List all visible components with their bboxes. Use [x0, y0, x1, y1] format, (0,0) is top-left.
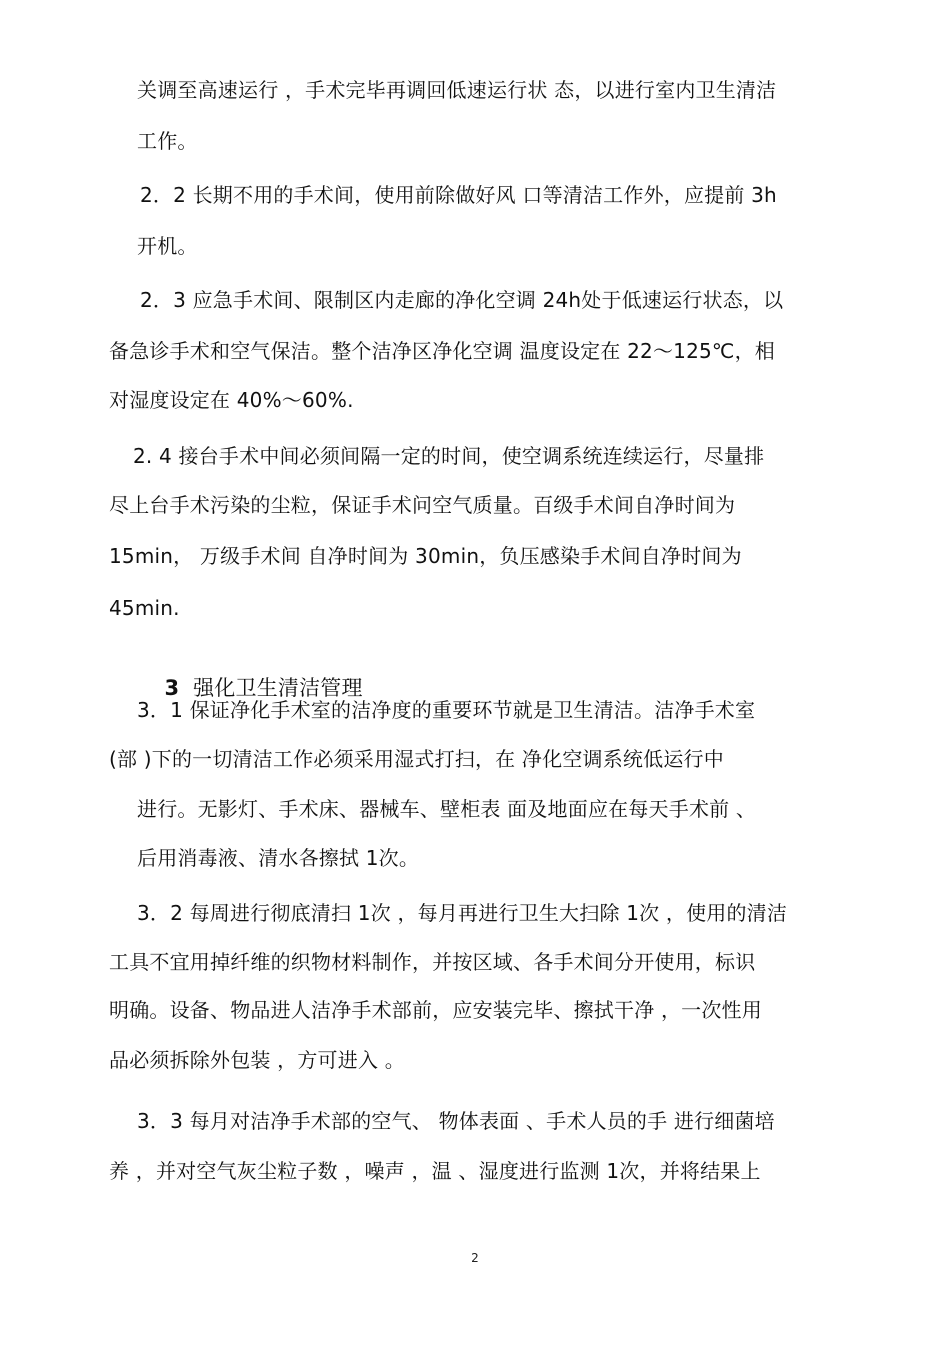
body-line: 养 ，并对空气灰尘粒子数 ，噪声 ，温 、湿度进行监测 1次，并将结果上 [109, 1159, 761, 1183]
body-line: 3．1 保证净化手术室的洁净度的重要环节就是卫生清洁。洁净手术室 [137, 698, 756, 722]
body-line: 3．3 每月对洁净手术部的空气、 物体表面 、手术人员的手 进行细菌培 [137, 1109, 775, 1133]
body-line: 尽上台手术污染的尘粒，保证手术问空气质量。百级手术间自净时间为 [109, 493, 736, 517]
body-line: 2. 4 接台手术中间必须间隔一定的时间，使空调系统连续运行，尽量排 [133, 444, 765, 468]
body-line: 关调至高速运行 ，手术完毕再调回低速运行状 态，以进行室内卫生清洁 [137, 78, 777, 102]
body-line: 品必须拆除外包装 ，方可进入 。 [109, 1048, 405, 1072]
section-heading-number: 3 [164, 676, 180, 700]
body-line: 2．3 应急手术间、限制区内走廊的净化空调 24h处于低速运行状态，以 [140, 288, 784, 312]
page-number: 2 [471, 1251, 479, 1265]
body-line: 进行。无影灯、手术床、器械车、壁柜表 面及地面应在每天手术前 、 [137, 797, 757, 821]
body-line: 工作。 [137, 129, 198, 153]
body-line: 对湿度设定在 40%～60%. [109, 388, 354, 412]
body-line: 明确。设备、物品进人洁净手术部前，应安装完毕、擦拭干净 ，一次性用 [109, 998, 762, 1022]
body-line: 后用消毒液、清水各擦拭 1次。 [137, 846, 420, 870]
body-line: 工具不宜用掉纤维的织物材料制作，并按区域、各手术间分开使用，标识 [109, 950, 756, 974]
section-heading-title: 强化卫生清洁管理 [193, 676, 363, 700]
body-line: 开机。 [137, 234, 198, 258]
body-line: 45min. [109, 596, 180, 620]
body-line: 15min， 万级手术间 自净时间为 30min，负压感染手术间自净时间为 [109, 544, 742, 568]
body-line: 备急诊手术和空气保洁。整个洁净区净化空调 温度设定在 22～125℃，相 [109, 339, 775, 363]
body-line: 3．2 每周进行彻底清扫 1次 ，每月再进行卫生大扫除 1次 ，使用的清洁 [137, 901, 788, 925]
body-line: 2．2 长期不用的手术间，使用前除做好风 口等清洁工作外，应提前 3h [140, 183, 777, 207]
body-line: (部 )下的一切清洁工作必须采用湿式打扫，在 净化空调系统低运行中 [109, 747, 724, 771]
